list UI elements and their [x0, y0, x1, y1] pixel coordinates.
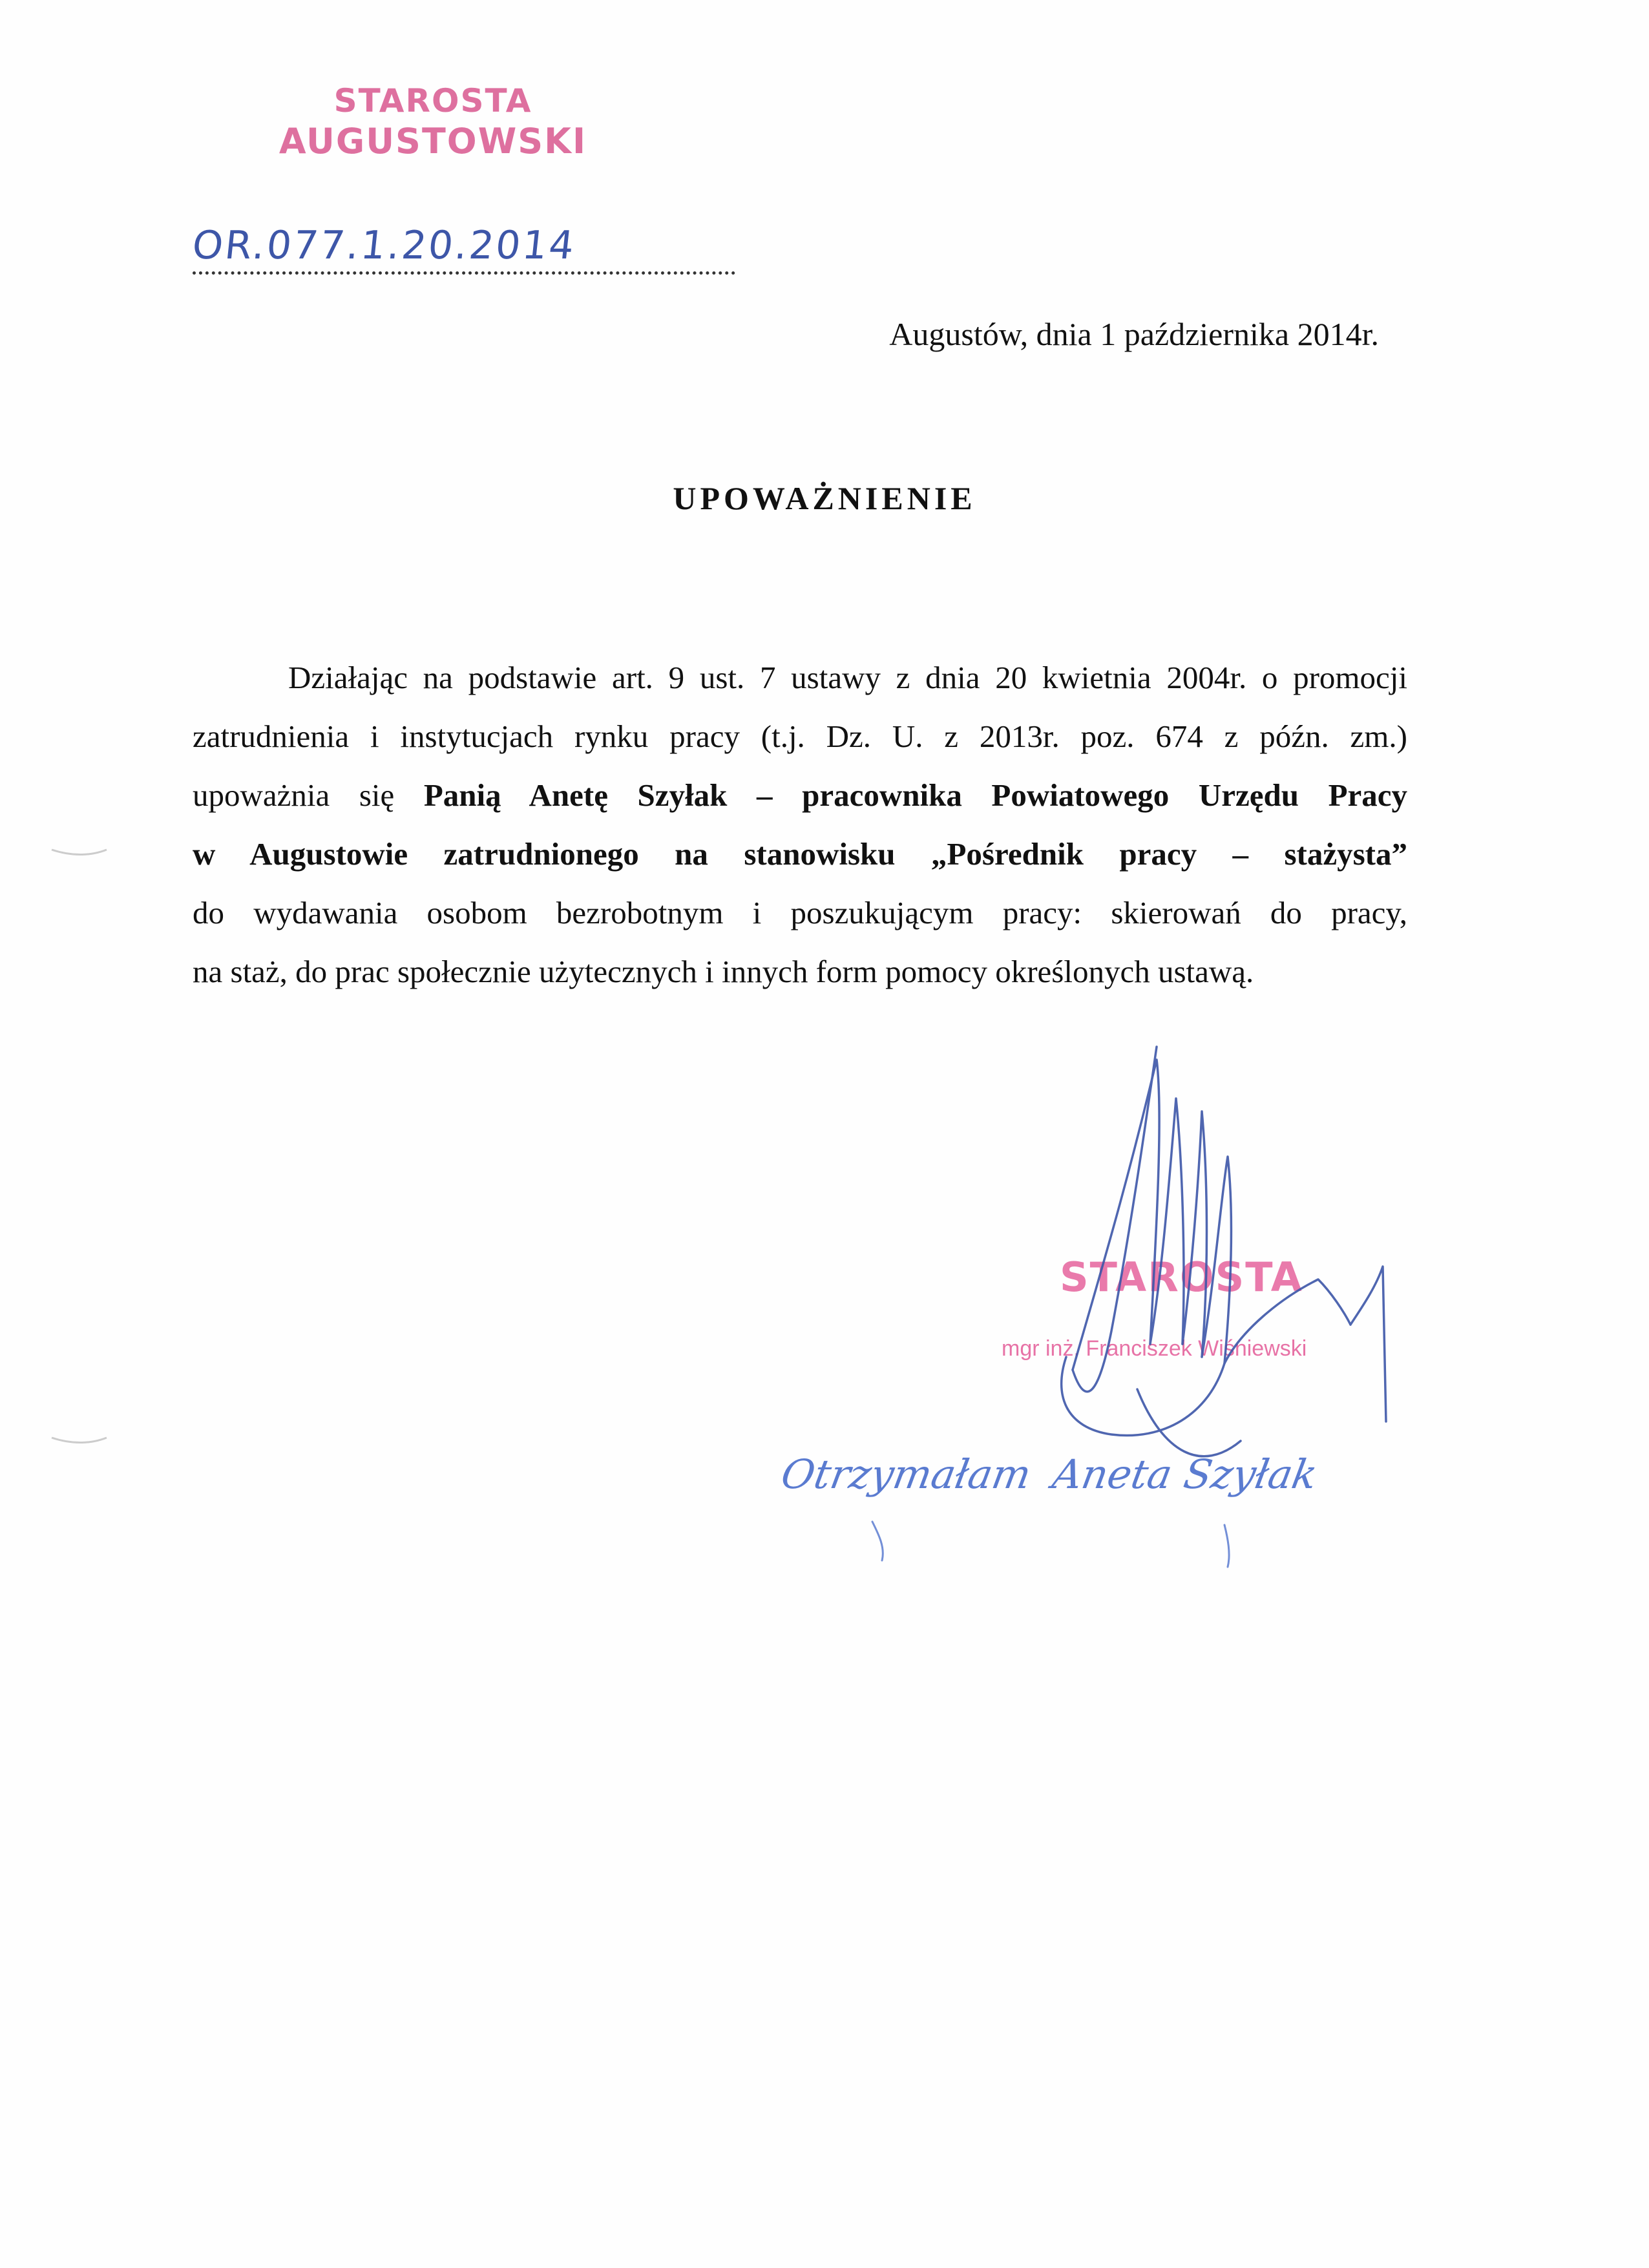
receipt-label: Otrzymałam: [777, 1451, 1035, 1498]
body-line-3-prefix: upoważnia się: [193, 777, 395, 813]
document-title: UPOWAŻNIENIE: [673, 480, 976, 516]
body-line-2: zatrudnienia i instytucjach rynku pracy (t.j. Dz. U. z 2013r. poz. 674 z późn. zm.): [193, 719, 1407, 754]
body-line-4-bold: w Augustowie zatrudnionego na stanowisku „Pośrednik pracy – stażysta”: [193, 836, 1407, 872]
body-line-3-bold: Panią Anetę Szyłak – pracownika Powiatowego Urzędu Pracy: [423, 777, 1407, 813]
body-line-5: do wydawania osobom bezrobotnym i poszukującym pracy: skierowań do pracy,: [193, 895, 1407, 930]
receipt-name: Aneta Szyłak: [1049, 1451, 1321, 1498]
body-line-6: na staż, do prac społecznie użytecznych i innych form pomocy określonych ustawą.: [193, 954, 1254, 989]
document-date: Augustów, dnia 1 października 2014r.: [889, 316, 1379, 352]
header-stamp-line1: STAROSTA: [333, 82, 532, 120]
body-line-1: Działając na podstawie art. 9 ust. 7 ustawy z dnia 20 kwietnia 2004r. o promocji: [288, 660, 1407, 695]
header-stamp-line2: AUGUSTOWSKI: [278, 121, 587, 162]
signature-stamp-name: mgr inż. Franciszek Wiśniewski: [1002, 1336, 1307, 1361]
reference-text: OR.077.1.20.2014: [190, 223, 578, 268]
signature-stamp-title: STAROSTA: [1060, 1254, 1303, 1301]
